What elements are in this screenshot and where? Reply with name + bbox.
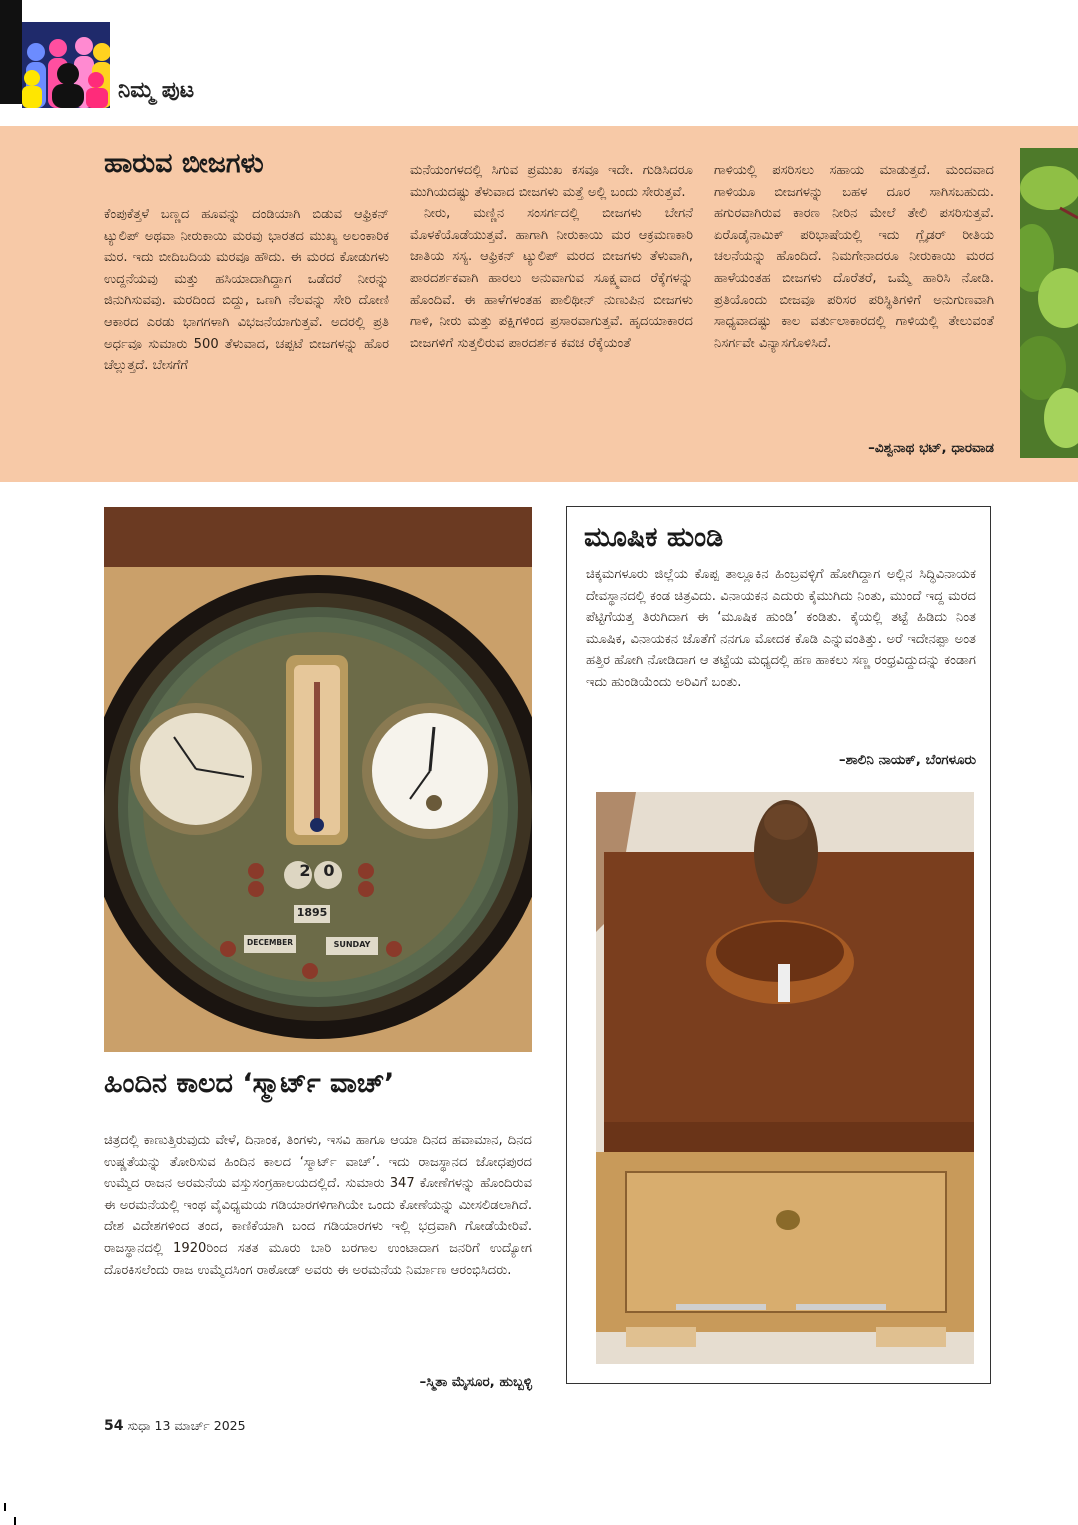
page-number: 54	[104, 1418, 124, 1434]
section-logo	[22, 22, 110, 108]
article2-title: ಹಿಂದಿನ ಕಾಲದ ‘ಸ್ಮಾರ್ಟ್ ವಾಚ್’	[104, 1068, 395, 1099]
article3-credit: –ಶಾಲಿನಿ ನಾಯಕ್, ಬೆಂಗಳೂರು	[838, 752, 976, 768]
plant-photo	[1020, 148, 1078, 458]
clock-date-right: 0	[323, 861, 335, 880]
clock-date-left: 2	[299, 861, 311, 880]
article2-credit: –ಸ್ಮಿತಾ ಮೈಸೂರ, ಹುಬ್ಬಳ್ಳಿ	[419, 1374, 532, 1390]
article1-column-1: ಕೆಂಪುಕೆತ್ತಳೆ ಬಣ್ಣದ ಹೂವನ್ನು ದಂಡಿಯಾಗಿ ಬಿಡುವ ಆಫ್ರಿಕನ್ ಟ್ಯುಲಿಪ್ ಅಥವಾ ನೀರುಕಾಯಿ ಮರವು ಭಾರತದ ಮುಖ್ಯ ಅಲಂಕಾರಿಕ ಮರ. ಇದು ಬೀದಿಬದಿಯ ಮರವೂ ಹೌದು. ಈ ಮರದ ಕೋಡುಗಳು ಉದ್ದನೆಯವು ಮತ್ತು ಹಸಿಯಾದಾಗಿದ್ದಾಗ ಒಡೆದರೆ ನೀರನ್ನು ಜಿನುಗಿಸುವವು. ಮರದಿಂದ ಬಿದ್ದು, ಒಣಗಿ ನೆಲವನ್ನು ಸೇರಿ ದೋಣಿ ಆಕಾರದ ಎರಡು ಭಾಗಗಳಾಗಿ ವಿಭಜನೆಯಾಗುತ್ತವೆ. ಅದರಲ್ಲಿ ಪ್ರತಿ ಅರ್ಧವೂ ಸುಮಾರು 500 ತೆಳುವಾದ, ಚಪ್ಪಟೆ ಬೀಜಗಳನ್ನು ಹೊರ ಚೆಲ್ಲುತ್ತದೆ. ಬೇಸಗೆಗೆ	[104, 207, 389, 374]
crop-mark	[4, 1503, 6, 1511]
mouse-hundi-photo	[596, 792, 974, 1364]
article2-body: ಚಿತ್ರದಲ್ಲಿ ಕಾಣುತ್ತಿರುವುದು ವೇಳೆ, ದಿನಾಂಕ, ತಿಂಗಳು, ಇಸವಿ ಹಾಗೂ ಆಯಾ ದಿನದ ಹವಾಮಾನ, ದಿನದ ಉಷ್ಣತೆಯನ್ನು ತೋರಿಸುವ ಹಿಂದಿನ ಕಾಲದ ‘ಸ್ಮಾರ್ಟ್ ವಾಚ್’. ಇದು ರಾಜಸ್ಥಾನದ ಜೋಧಪುರದ ಉಮ್ಮೆದ ರಾಜನ ಅರಮನೆಯ ವಸ್ತುಸಂಗ್ರಹಾಲಯದಲ್ಲಿದೆ. ಸುಮಾರು 347 ಕೋಣೆಗಳನ್ನು ಹೊಂದಿರುವ ಈ ಅರಮನೆಯಲ್ಲಿ ಇಂಥ ವೈವಿಧ್ಯಮಯ ಗಡಿಯಾರಗಳಿಗಾಗಿಯೇ ಒಂದು ಕೋಣೆಯನ್ನು ಮೀಸಲಿಡಲಾಗಿದೆ. ದೇಶ ವಿದೇಶಗಳಿಂದ ತಂದ, ಕಾಣಿಕೆಯಾಗಿ ಬಂದ ಗಡಿಯಾರಗಳು ಇಲ್ಲಿ ಭದ್ರವಾಗಿ ಗೋಡೆಯೇರಿವೆ. ರಾಜಸ್ಥಾನದಲ್ಲಿ 1920ರಿಂದ ಸತತ ಮೂರು ಬಾರಿ ಬರಗಾಲ ಉಂಟಾದಾಗ ಜನರಿಗೆ ಉದ್ಯೋಗ ದೊರಕಿಸಲೆಂದು ರಾಜ ಉಮ್ಮೆದಸಿಂಗ ರಾಠೋಡ್ ಅವರು ಈ ಅರಮನೆಯ ನಿರ್ಮಾಣ ಆರಂಭಿಸಿದರು.	[104, 1133, 532, 1278]
article1-column-2: ಮನೆಯಂಗಳದಲ್ಲಿ ಸಿಗುವ ಪ್ರಮುಖ ಕಸವೂ ಇದೇ. ಗುಡಿಸಿದರೂ ಮುಗಿಯದಷ್ಟು ತೆಳುವಾದ ಬೀಜಗಳು ಮತ್ತೆ ಅಲ್ಲಿ ಬಂದು ಸೇರುತ್ತವೆ. ನೀರು, ಮಣ್ಣಿನ ಸಂಸರ್ಗದಲ್ಲಿ ಬೀಜಗಳು ಬೇಗನೆ ಮೊಳಕೆಯೊಡೆಯುತ್ತವೆ. ಹಾಗಾಗಿ ನೀರುಕಾಯಿ ಮರ ಆಕ್ರಮಣಕಾರಿ ಜಾತಿಯ ಸಸ್ಯ. ಆಫ್ರಿಕನ್ ಟ್ಯುಲಿಪ್ ಮರದ ಬೀಜಗಳು ತೆಳುವಾಗಿ, ಪಾರದರ್ಶಕವಾಗಿ ಹಾರಲು ಅನುವಾಗುವ ಸೂಕ್ಷ್ಮವಾದ ರೆಕ್ಕೆಗಳನ್ನು ಹೊಂದಿವೆ. ಈ ಹಾಳೆಗಳಂತಹ ಪಾಲಿಥೀನ್ ನುಣುಪಿನ ಬೀಜಗಳು ಗಾಳಿ, ನೀರು ಮತ್ತು ಪಕ್ಷಿಗಳಿಂದ ಪ್ರಸಾರವಾಗುತ್ತವೆ. ಹೃದಯಾಕಾರದ ಬೀಜಗಳಿಗೆ ಸುತ್ತಲಿರುವ ಪಾರದರ್ಶಕ ಕವಚ ರೆಕ್ಕೆಯಂತೆ	[410, 163, 693, 351]
article3-body: ಚಿಕ್ಕಮಗಳೂರು ಜಿಲ್ಲೆಯ ಕೊಪ್ಪ ತಾಲ್ಲೂಕಿನ ಹಿಂಬ್ರವಳ್ಳಿಗೆ ಹೋಗಿದ್ದಾಗ ಅಲ್ಲಿನ ಸಿದ್ಧಿವಿನಾಯಕ ದೇವಸ್ಥಾನದಲ್ಲಿ ಕಂಡ ಚಿತ್ರವಿದು. ವಿನಾಯಕನ ಎದುರು ಕೈಮುಗಿದು ನಿಂತು, ಮುಂದೆ ಇದ್ದ ಮರದ ಪೆಟ್ಟಿಗೆಯತ್ತ ತಿರುಗಿದಾಗ ಈ ‘ಮೂಷಿಕ ಹುಂಡಿ’ ಕಂಡಿತು. ಕೈಯಲ್ಲಿ ತಟ್ಟೆ ಹಿಡಿದು ನಿಂತ ಮೂಷಿಕ, ವಿನಾಯಕನ ಜೊತೆಗೆ ನನಗೂ ಮೋದಕ ಕೊಡಿ ಎನ್ನುವಂತಿತ್ತು. ಅರೆ ಇದೇನಪ್ಪಾ ಅಂತ ಹತ್ತಿರ ಹೋಗಿ ನೋಡಿದಾಗ ಆ ತಟ್ಟೆಯ ಮಧ್ಯದಲ್ಲಿ ಹಣ ಹಾಕಲು ಸಣ್ಣ ರಂಧ್ರವಿದ್ದುದನ್ನು ಕಂಡಾಗ ಇದು ಹುಂಡಿಯೆಂದು ಅರಿವಿಗೆ ಬಂತು.	[586, 567, 976, 690]
page-footer	[104, 1418, 246, 1434]
article1-column-3: ಗಾಳಿಯಲ್ಲಿ ಪಸರಿಸಲು ಸಹಾಯ ಮಾಡುತ್ತದೆ. ಮಂದವಾದ ಗಾಳಿಯೂ ಬೀಜಗಳನ್ನು ಬಹಳ ದೂರ ಸಾಗಿಸಬಹುದು. ಹಗುರವಾಗಿರುವ ಕಾರಣ ನೀರಿನ ಮೇಲೆ ತೇಲಿ ಪಸರಿಸುತ್ತವೆ. ಏರೊಡೈನಾಮಿಕ್ ಪರಿಭಾಷೆಯಲ್ಲಿ ಇದು ಗ್ಲೈಡರ್ ರೀತಿಯ ಚಲನೆಯನ್ನು ಹೊಂದಿದೆ. ನಿಮಗೇನಾದರೂ ನೀರುಕಾಯಿ ಮರದ ಹಾಳೆಯಂತಹ ಬೀಜಗಳು ದೊರೆತರೆ, ಒಮ್ಮೆ ಹಾರಿಸಿ ನೋಡಿ. ಪ್ರತಿಯೊಂದು ಬೀಜವೂ ಪರಿಸರ ಪರಿಸ್ಥಿತಿಗಳಿಗೆ ಅನುಗುಣವಾಗಿ ಸಾಧ್ಯವಾದಷ್ಟು ಕಾಲ ವರ್ತುಲಾಕಾರದಲ್ಲಿ ಗಾಳಿಯಲ್ಲಿ ತೇಲುವಂತೆ ನಿಸರ್ಗವೇ ವಿನ್ಯಾಸಗೊಳಿಸಿದೆ.	[714, 163, 994, 351]
clock-year-label: 1895	[296, 906, 328, 919]
issue-info: ಸುಧಾ 13 ಮಾರ್ಚ್ 2025	[127, 1418, 246, 1433]
clock-day-label: SUNDAY	[333, 940, 371, 949]
article1-title: ಹಾರುವ ಬೀಜಗಳು	[104, 148, 264, 179]
antique-clock-photo	[104, 507, 532, 1052]
clock-month-label: DECEMBER	[246, 938, 294, 947]
crop-mark	[14, 1517, 16, 1525]
article1-credit: –ವಿಶ್ವನಾಥ ಭಟ್, ಧಾರವಾಡ	[868, 440, 994, 456]
section-label: ನಿಮ್ಮ ಪುಟ	[118, 78, 195, 103]
article3-title: ಮೂಷಿಕ ಹುಂಡಿ	[584, 522, 724, 553]
corner-bar	[0, 0, 22, 104]
